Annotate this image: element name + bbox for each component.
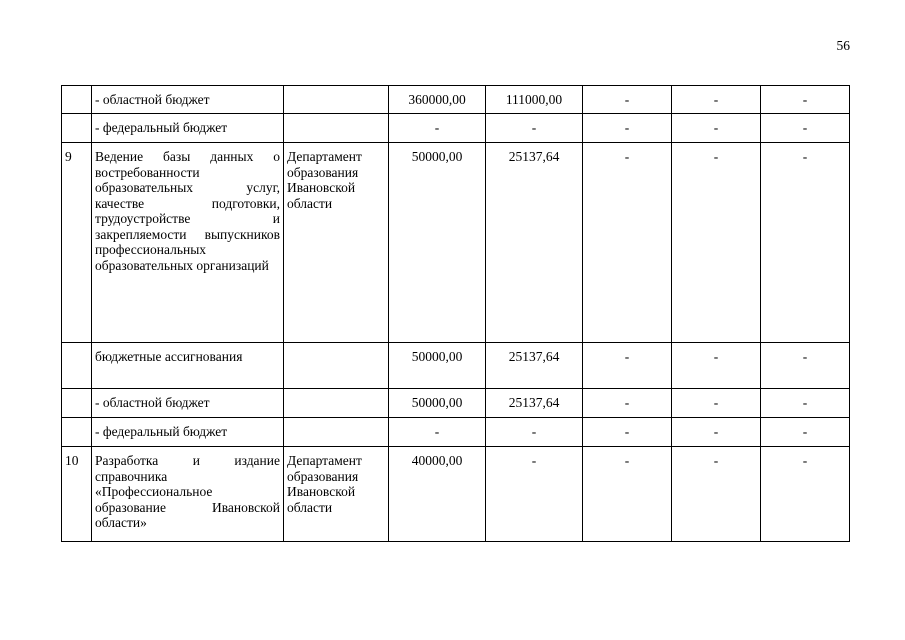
row-value-5: - bbox=[761, 143, 850, 343]
table-row bbox=[62, 343, 850, 389]
row-value-2: 25137,64 bbox=[486, 143, 583, 343]
row-value-5: - bbox=[761, 86, 850, 114]
row-value-2: - bbox=[486, 418, 583, 447]
row-name: Ведение базы данных о востребованности образовательных услуг, качестве подготовки, трудоустройстве и закрепляемости выпускников профессиональных образовательных организаций bbox=[92, 143, 284, 343]
table-row bbox=[62, 86, 850, 114]
row-executor bbox=[284, 343, 389, 389]
row-value-3: - bbox=[583, 86, 672, 114]
row-value-3: - bbox=[583, 418, 672, 447]
row-name: - федеральный бюджет bbox=[92, 418, 284, 447]
row-name: Разработка и издание справочника «Профессиональное образование Ивановской области» bbox=[92, 447, 284, 542]
row-executor bbox=[284, 418, 389, 447]
row-value-1: 50000,00 bbox=[389, 143, 486, 343]
row-number: 10 bbox=[62, 447, 92, 542]
row-value-4: - bbox=[672, 343, 761, 389]
row-value-4: - bbox=[672, 389, 761, 418]
row-value-5: - bbox=[761, 447, 850, 542]
table-row bbox=[62, 114, 850, 143]
row-value-1: 50000,00 bbox=[389, 343, 486, 389]
row-executor bbox=[284, 389, 389, 418]
row-value-1: 50000,00 bbox=[389, 389, 486, 418]
table-row bbox=[62, 447, 850, 542]
row-value-1: 40000,00 bbox=[389, 447, 486, 542]
row-number bbox=[62, 418, 92, 447]
row-executor: Департамент образования Ивановской области bbox=[284, 447, 389, 542]
row-value-5: - bbox=[761, 389, 850, 418]
row-number: 9 bbox=[62, 143, 92, 343]
page-number: 56 bbox=[836, 38, 850, 53]
row-value-5: - bbox=[761, 343, 850, 389]
row-value-4: - bbox=[672, 143, 761, 343]
row-value-1: - bbox=[389, 418, 486, 447]
row-name: бюджетные ассигнования bbox=[92, 343, 284, 389]
row-value-2: - bbox=[486, 447, 583, 542]
budget-table bbox=[61, 85, 850, 542]
row-value-2: - bbox=[486, 114, 583, 143]
row-executor: Департамент образования Ивановской области bbox=[284, 143, 389, 343]
row-name: - федеральный бюджет bbox=[92, 114, 284, 143]
row-number bbox=[62, 114, 92, 143]
table-row bbox=[62, 418, 850, 447]
row-name: - областной бюджет bbox=[92, 86, 284, 114]
row-value-3: - bbox=[583, 447, 672, 542]
row-value-2: 25137,64 bbox=[486, 343, 583, 389]
row-executor bbox=[284, 86, 389, 114]
row-value-3: - bbox=[583, 143, 672, 343]
row-value-3: - bbox=[583, 389, 672, 418]
row-value-2: 111000,00 bbox=[486, 86, 583, 114]
table-row bbox=[62, 389, 850, 418]
row-name: - областной бюджет bbox=[92, 389, 284, 418]
row-number bbox=[62, 343, 92, 389]
row-value-4: - bbox=[672, 114, 761, 143]
row-value-5: - bbox=[761, 114, 850, 143]
row-value-3: - bbox=[583, 114, 672, 143]
row-value-1: - bbox=[389, 114, 486, 143]
row-value-5: - bbox=[761, 418, 850, 447]
row-value-3: - bbox=[583, 343, 672, 389]
row-number bbox=[62, 86, 92, 114]
row-number bbox=[62, 389, 92, 418]
row-value-4: - bbox=[672, 418, 761, 447]
row-value-4: - bbox=[672, 86, 761, 114]
table-row bbox=[62, 143, 850, 343]
row-value-1: 360000,00 bbox=[389, 86, 486, 114]
row-value-2: 25137,64 bbox=[486, 389, 583, 418]
row-executor bbox=[284, 114, 389, 143]
row-value-4: - bbox=[672, 447, 761, 542]
